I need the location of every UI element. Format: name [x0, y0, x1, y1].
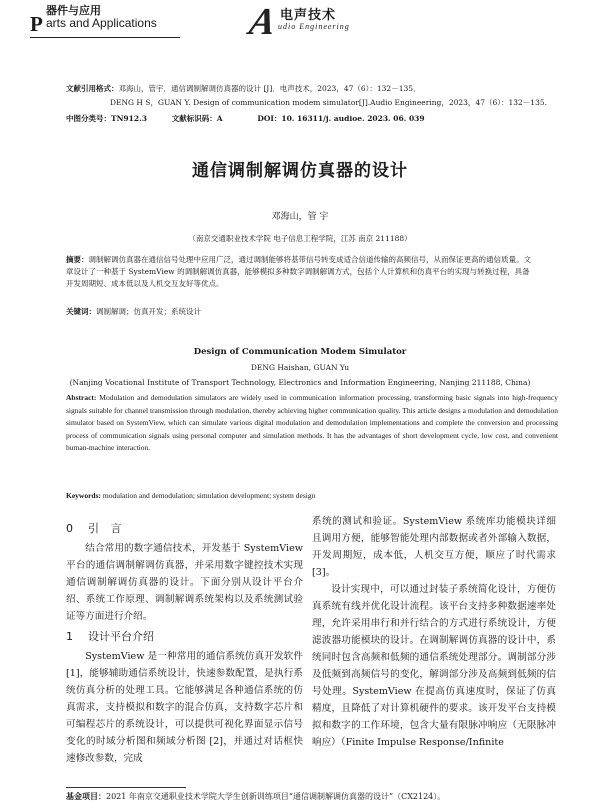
keywords-label-cn: 关键词：: [66, 307, 96, 316]
abstract-text-cn: 调制解调仿真器在通信信号处理中应用广泛，通过调制能够将基带信号转变成适合信道传输的高频信号，从而保证更高的通信质量。文章设计了一种基于 SystemView 的调制解调仿真器，能够模拟多种数字调制解调方式，包括个人计算机和仿真平台的实现与转换过程，具备开发周期短、成本低以及人机交互友好等优点。: [66, 255, 531, 288]
section-number: 1: [66, 630, 73, 643]
citation-text-cn: 邓海山，管宇．通信调制解调仿真器的设计 [J]．电声技术，2023，47（6）：132－135．: [118, 84, 421, 93]
paragraph: 结合常用的数字通信技术，开发基于 SystemView 平台的通信调制解调仿真器，并采用数字键控技术实现通信调制解调仿真器的设计。下面分别从设计平台介绍、系统工作原理、调制解调系统架构以及系统测试验证等方面进行介绍。: [66, 543, 303, 622]
footnote-text: 2021 年南京交通职业技术学院大学生创新训练项目“通信调制解调仿真器的设计”（CX2124）。: [106, 792, 446, 801]
doc-code-label: 文献标识码：: [171, 114, 217, 123]
footnote-label: 基金项目：: [66, 791, 106, 801]
clc-value: TN912.3: [111, 114, 147, 123]
abstract-text-en: Modulation and demodulation simulators are widely used in communication information processing, transforming basic signals into high-frequency signals suitable for channel transmission through modulation, thereby achieving higher communication quality. This article designs a modulation and demodulation simulator based on SystemView, which can simulate various digital modulation and demodulation implementations and complete the conversion and processing process of communication signals using personal computer and simulation methods. It has the advantages of short development cycle, low cost, and convenient human-machine interaction.: [66, 393, 559, 452]
journal-section-letter: P: [30, 12, 43, 36]
body-left-column: [66, 517, 303, 767]
keywords-cn: [66, 306, 536, 317]
section-title: 设计平台介绍: [88, 630, 154, 643]
article-title-cn: 通信调制解调仿真器的设计: [192, 161, 408, 181]
abstract-label-cn: 摘要：: [66, 255, 89, 264]
abstract-en: [66, 392, 558, 455]
journal-section-en: arts and Applications: [46, 16, 157, 30]
paragraph: 设计实现中，可以通过封装子系统简化设计，方便仿真系统有线并优化设计流程。该平台支持多种数据速率处理，允许采用串行和并行结合的方式进行系统设计，方便滤波器功能模块的设计。在调制解调仿真器的设计中，系统同时包含高频和低频的通信系统处理部分。调制部分涉及低频到高频信号的变化，解调部分涉及高频到低频的信号处理。SystemView 在提高仿真速度时，保证了仿真精度，且降低了对计算机硬件的要求。该开发平台支持模拟和数字的工作环境，包含大量有限脉冲响应（无限脉冲响应）（Finite Impulse Response/Infinite: [312, 584, 556, 748]
doc-code-value: A: [216, 114, 223, 123]
paragraph: 系统的测试和验证。SystemView 系统库功能模块详细且调用方便，能够智能处理内部数据或者外部输入数据，开发周期短，成本低，人机交互方便，顺应了时代需求 [3]。: [312, 516, 556, 578]
abstract-cn: [66, 254, 536, 290]
keywords-text-en: modulation and demodulation; simulation development; system design: [102, 491, 316, 500]
journal-logo-en: udio Engineering: [278, 22, 350, 31]
citation-en: DENG H S，GUAN Y. Design of communication modem simulator[J].Audio Engineering，2023，47（6）：132－135.: [110, 98, 548, 107]
classification-line: [66, 114, 425, 124]
section-title: 引 言: [88, 522, 126, 535]
journal-section-cn: 器件与应用: [46, 4, 101, 17]
citation-cn: [66, 84, 421, 94]
footnote: [66, 791, 445, 802]
journal-logo-cn: 电声技术: [280, 8, 337, 23]
citation-label: 文献引用格式：: [66, 84, 119, 93]
section-heading-0: [66, 520, 303, 537]
header-rule: [30, 37, 180, 38]
journal-logo-letter: A: [246, 1, 280, 43]
section-heading-1: [66, 628, 303, 645]
doi-label: DOI：: [257, 114, 282, 123]
keywords-label-en: Keywords:: [66, 491, 101, 500]
authors-en: DENG Haishan, GUAN Yu: [250, 363, 350, 372]
article-title-en: Design of Communication Modem Simulator: [193, 347, 407, 357]
section-number: 0: [66, 522, 73, 535]
affiliation-en: (Nanjing Vocational Institute of Transport Technology, Electronics and Information Engineering, Nanjing 211188, China): [69, 378, 531, 387]
keywords-en: [66, 491, 558, 500]
abstract-label-en: Abstract:: [66, 393, 97, 402]
keywords-text-cn: 调制解调；仿真开发；系统设计: [96, 307, 201, 316]
authors-cn: 邓海山，管 宇: [271, 212, 329, 222]
paragraph: SystemView 是一种常用的通信系统仿真开发软件 [1]，能够辅助通信系统设计，快速参数配置，是执行系统仿真分析的处理工具。它能够满足各种通信系统的仿真需求，支持模拟和数字的混合仿真，支持数字芯片和可编程芯片的系统设计，可以提供可视化界面显示信号变化的时域分析图和频域分析图 [2]，并通过对话框快速修改参数，完成: [66, 651, 303, 764]
clc-label: 中图分类号：: [66, 114, 111, 123]
footnote-rule: [66, 787, 186, 788]
body-right-column: [312, 513, 556, 751]
affiliation-cn: （南京交通职业技术学院 电子信息工程学院，江苏 南京 211188）: [188, 234, 412, 243]
doi-value: 10. 16311/j. audioe. 2023. 06. 039: [281, 114, 425, 123]
